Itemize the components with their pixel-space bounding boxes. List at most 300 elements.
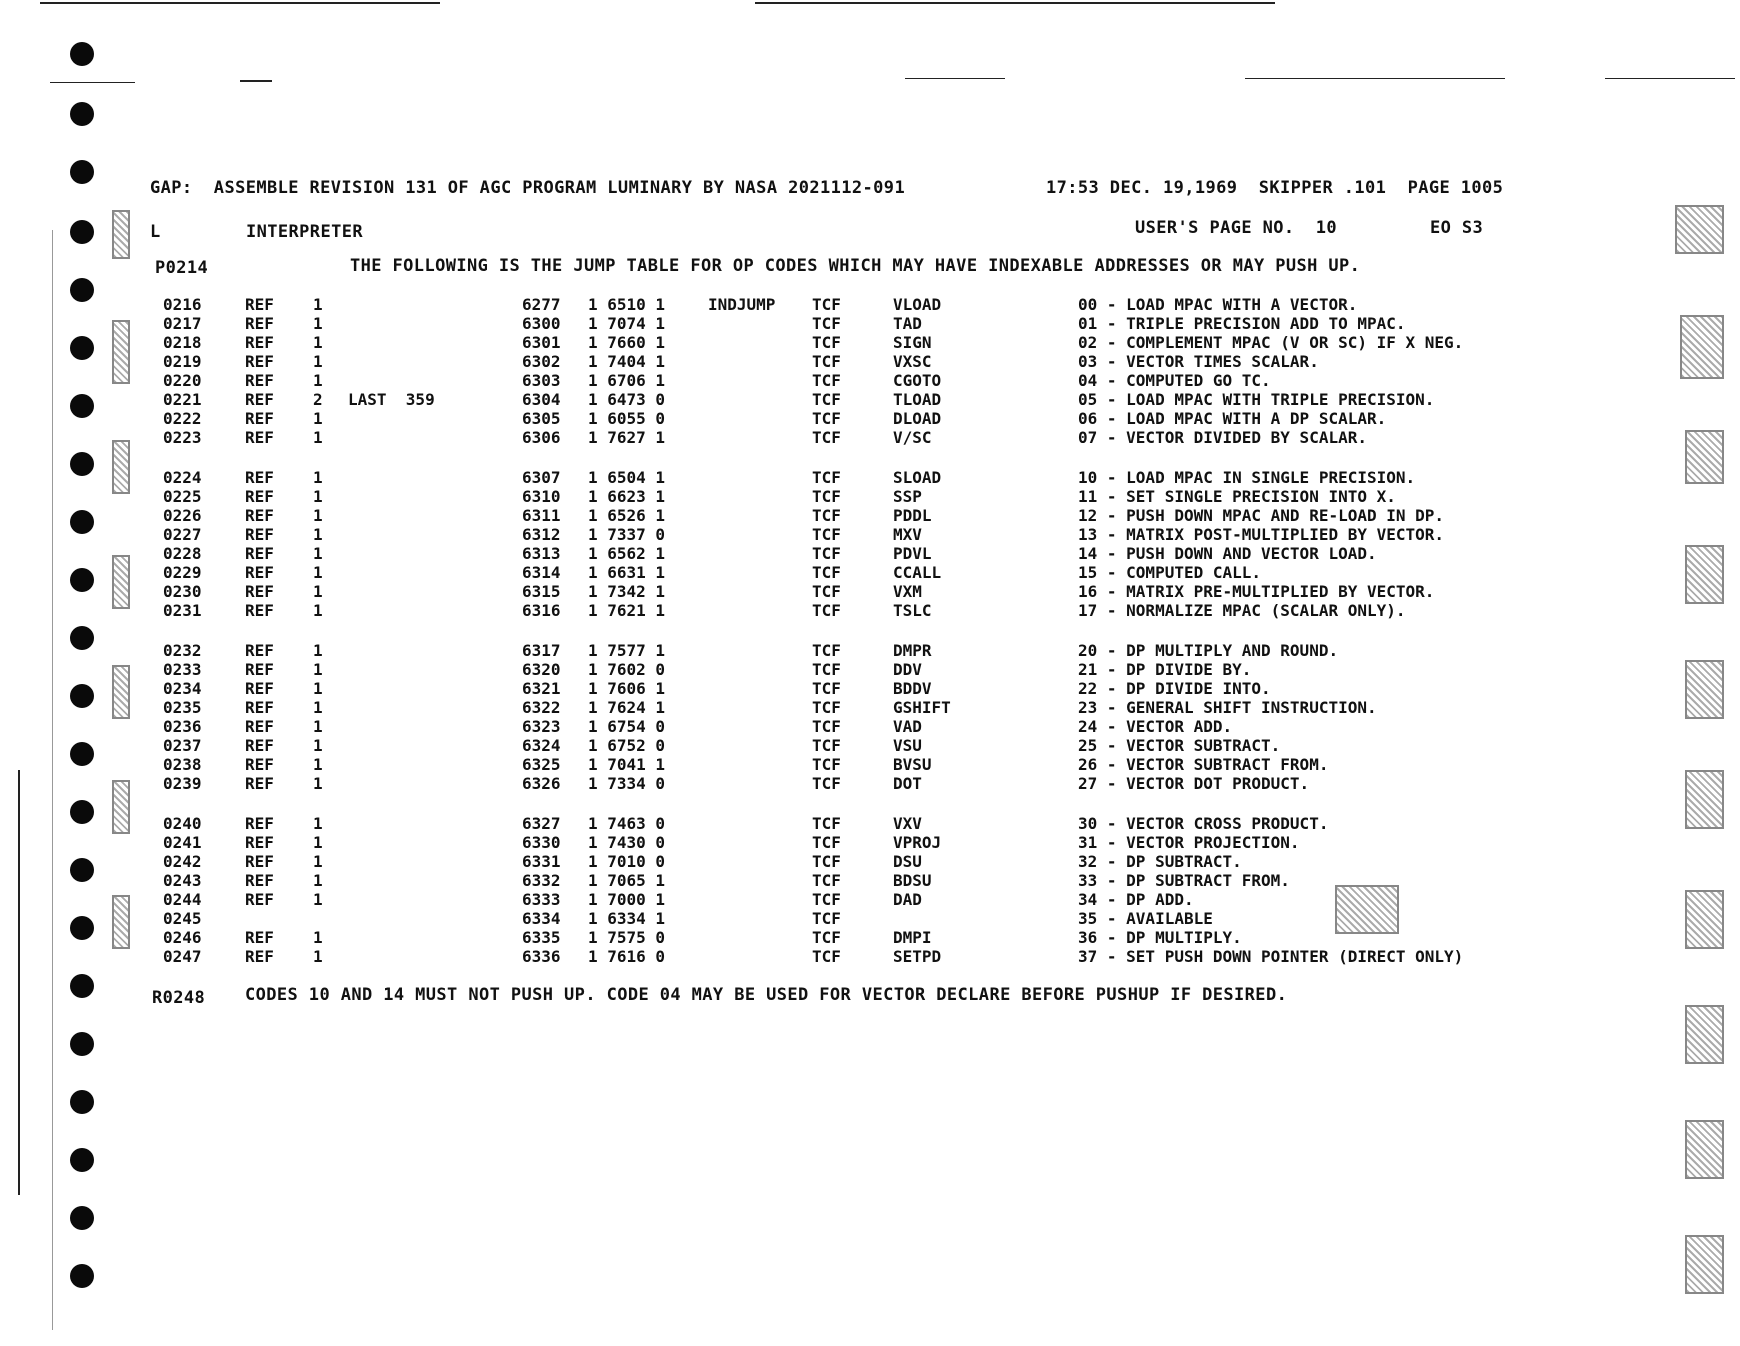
cell-n: 1	[313, 871, 323, 890]
cell-line: 0241	[163, 833, 202, 852]
binder-hole	[70, 858, 94, 882]
cell-addr: 6321	[522, 679, 561, 698]
scan-artifact	[112, 320, 130, 384]
cell-n: 1	[313, 698, 323, 717]
binder-hole	[70, 42, 94, 66]
cell-op: TCF	[812, 563, 841, 582]
scan-artifact	[1685, 545, 1724, 604]
cell-ref: REF	[245, 333, 274, 352]
cell-n: 2	[313, 390, 323, 409]
cell-line: 0233	[163, 660, 202, 679]
cell-n: 1	[313, 352, 323, 371]
cell-comment: 37 - SET PUSH DOWN POINTER (DIRECT ONLY)	[1078, 947, 1464, 966]
cell-n: 1	[313, 679, 323, 698]
cell-op: TCF	[812, 698, 841, 717]
cell-ref: REF	[245, 428, 274, 447]
perforation-line	[50, 82, 135, 83]
cell-addr: 6307	[522, 468, 561, 487]
cell-code: 1 7616 0	[588, 947, 666, 966]
cell-op: TCF	[812, 928, 841, 947]
cell-n: 1	[313, 833, 323, 852]
cell-comment: 21 - DP DIVIDE BY.	[1078, 660, 1252, 679]
cell-comment: 10 - LOAD MPAC IN SINGLE PRECISION.	[1078, 468, 1416, 487]
cell-comment: 27 - VECTOR DOT PRODUCT.	[1078, 774, 1310, 793]
cell-addr: 6317	[522, 641, 561, 660]
cell-code: 1 6706 1	[588, 371, 666, 390]
cell-n: 1	[313, 601, 323, 620]
cell-comment: 35 - AVAILABLE	[1078, 909, 1213, 928]
users-page-number: USER'S PAGE NO. 10	[1135, 218, 1338, 238]
cell-n: 1	[313, 371, 323, 390]
cell-op: TCF	[812, 736, 841, 755]
cell-operand: SIGN	[893, 333, 932, 352]
cell-ref: REF	[245, 525, 274, 544]
cell-code: 1 7577 1	[588, 641, 666, 660]
cell-ref: REF	[245, 506, 274, 525]
cell-line: 0242	[163, 852, 202, 871]
r-line-text: CODES 10 AND 14 MUST NOT PUSH UP. CODE 04 MAY BE USED FOR VECTOR DECLARE BEFORE PUSHUP IF DESIRED.	[245, 985, 1288, 1005]
cell-comment: 13 - MATRIX POST-MULTIPLIED BY VECTOR.	[1078, 525, 1445, 544]
cell-code: 1 7430 0	[588, 833, 666, 852]
cell-n: 1	[313, 947, 323, 966]
cell-code: 1 6754 0	[588, 717, 666, 736]
cell-code: 1 7334 0	[588, 774, 666, 793]
cell-code: 1 7575 0	[588, 928, 666, 947]
cell-code: 1 7041 1	[588, 755, 666, 774]
cell-ref: REF	[245, 409, 274, 428]
cell-operand: VPROJ	[893, 833, 942, 852]
cell-op: TCF	[812, 390, 841, 409]
cell-code: 1 6473 0	[588, 390, 666, 409]
cell-addr: 6326	[522, 774, 561, 793]
binder-hole	[70, 1148, 94, 1172]
l-marker: L	[150, 222, 161, 242]
cell-operand: VXSC	[893, 352, 932, 371]
binder-hole	[70, 394, 94, 418]
scan-artifact	[1685, 1005, 1724, 1064]
cell-code: 1 7660 1	[588, 333, 666, 352]
cell-line: 0230	[163, 582, 202, 601]
cell-n: 1	[313, 428, 323, 447]
cell-op: TCF	[812, 409, 841, 428]
cell-addr: 6327	[522, 814, 561, 833]
cell-operand: SSP	[893, 487, 922, 506]
cell-n: 1	[313, 468, 323, 487]
cell-ref: REF	[245, 698, 274, 717]
cell-operand: CGOTO	[893, 371, 942, 390]
cell-ref: REF	[245, 601, 274, 620]
cell-line: 0218	[163, 333, 202, 352]
cell-line: 0217	[163, 314, 202, 333]
cell-ref: REF	[245, 852, 274, 871]
binder-hole	[70, 1032, 94, 1056]
cell-code: 1 6055 0	[588, 409, 666, 428]
cell-comment: 02 - COMPLEMENT MPAC (V OR SC) IF X NEG.	[1078, 333, 1464, 352]
cell-operand: DAD	[893, 890, 922, 909]
cell-op: TCF	[812, 371, 841, 390]
cell-n: 1	[313, 755, 323, 774]
cell-n: 1	[313, 928, 323, 947]
cell-operand: TAD	[893, 314, 922, 333]
cell-addr: 6331	[522, 852, 561, 871]
cell-addr: 6323	[522, 717, 561, 736]
cell-operand: VAD	[893, 717, 922, 736]
cell-n: 1	[313, 333, 323, 352]
cell-n: 1	[313, 544, 323, 563]
cell-comment: 32 - DP SUBTRACT.	[1078, 852, 1242, 871]
cell-ref: REF	[245, 390, 274, 409]
cell-ref: REF	[245, 582, 274, 601]
cell-operand: DMPI	[893, 928, 932, 947]
cell-line: 0232	[163, 641, 202, 660]
cell-comment: 11 - SET SINGLE PRECISION INTO X.	[1078, 487, 1396, 506]
cell-line: 0216	[163, 295, 202, 314]
scan-artifact	[112, 210, 130, 259]
cell-line: 0224	[163, 468, 202, 487]
cell-op: TCF	[812, 295, 841, 314]
scan-artifact	[1685, 1120, 1724, 1179]
cell-addr: 6313	[522, 544, 561, 563]
cell-label: INDJUMP	[708, 295, 776, 314]
cell-operand: VXM	[893, 582, 922, 601]
cell-addr: 6333	[522, 890, 561, 909]
cell-ref: REF	[245, 641, 274, 660]
cell-n: 1	[313, 314, 323, 333]
cell-line: 0229	[163, 563, 202, 582]
cell-line: 0239	[163, 774, 202, 793]
cell-n: 1	[313, 563, 323, 582]
cell-line: 0237	[163, 736, 202, 755]
cell-line: 0226	[163, 506, 202, 525]
cell-comment: 20 - DP MULTIPLY AND ROUND.	[1078, 641, 1339, 660]
cell-operand: VXV	[893, 814, 922, 833]
cell-op: TCF	[812, 506, 841, 525]
cell-comment: 26 - VECTOR SUBTRACT FROM.	[1078, 755, 1329, 774]
scan-artifact	[1680, 315, 1724, 379]
scan-artifact	[112, 895, 130, 949]
cell-code: 1 6752 0	[588, 736, 666, 755]
cell-operand: GSHIFT	[893, 698, 951, 717]
cell-addr: 6332	[522, 871, 561, 890]
cell-ref: REF	[245, 295, 274, 314]
cell-addr: 6324	[522, 736, 561, 755]
cell-code: 1 6526 1	[588, 506, 666, 525]
binder-hole	[70, 510, 94, 534]
scan-artifact	[112, 780, 130, 834]
perforation-line	[1605, 78, 1735, 79]
header-timestamp: 17:53 DEC. 19,1969 SKIPPER .101 PAGE 1005	[1046, 178, 1504, 198]
cell-line: 0243	[163, 871, 202, 890]
cell-code: 1 7463 0	[588, 814, 666, 833]
cell-code: 1 7000 1	[588, 890, 666, 909]
cell-ref: REF	[245, 871, 274, 890]
cell-comment: 33 - DP SUBTRACT FROM.	[1078, 871, 1290, 890]
cell-ref: REF	[245, 947, 274, 966]
binder-hole	[70, 916, 94, 940]
cell-comment: 24 - VECTOR ADD.	[1078, 717, 1233, 736]
cell-op: TCF	[812, 660, 841, 679]
cell-ref: REF	[245, 487, 274, 506]
cell-line: 0234	[163, 679, 202, 698]
cell-ref: REF	[245, 679, 274, 698]
binder-hole	[70, 160, 94, 184]
cell-operand: VSU	[893, 736, 922, 755]
cell-op: TCF	[812, 852, 841, 871]
cell-operand: MXV	[893, 525, 922, 544]
cell-code: 1 6334 1	[588, 909, 666, 928]
cell-op: TCF	[812, 314, 841, 333]
cell-addr: 6330	[522, 833, 561, 852]
cell-n: 1	[313, 660, 323, 679]
cell-op: TCF	[812, 582, 841, 601]
cell-n: 1	[313, 641, 323, 660]
binder-hole	[70, 626, 94, 650]
scan-artifact	[1685, 430, 1724, 484]
cell-code: 1 7627 1	[588, 428, 666, 447]
margin-line	[18, 770, 20, 1195]
binder-hole	[70, 742, 94, 766]
cell-line: 0235	[163, 698, 202, 717]
cell-n: 1	[313, 814, 323, 833]
cell-code: 1 7602 0	[588, 660, 666, 679]
cell-operand: SETPD	[893, 947, 942, 966]
cell-operand: BDDV	[893, 679, 932, 698]
cell-n: 1	[313, 890, 323, 909]
cell-op: TCF	[812, 468, 841, 487]
cell-code: 1 7010 0	[588, 852, 666, 871]
cell-op: TCF	[812, 774, 841, 793]
section-title: INTERPRETER	[246, 222, 363, 242]
cell-operand: TLOAD	[893, 390, 942, 409]
cell-ref: REF	[245, 352, 274, 371]
cell-operand: DDV	[893, 660, 922, 679]
cell-addr: 6334	[522, 909, 561, 928]
cell-op: TCF	[812, 890, 841, 909]
scan-artifact	[112, 665, 130, 719]
cell-addr: 6310	[522, 487, 561, 506]
cell-code: 1 7624 1	[588, 698, 666, 717]
cell-ref: REF	[245, 814, 274, 833]
cell-line: 0231	[163, 601, 202, 620]
cell-n: 1	[313, 525, 323, 544]
cell-code: 1 7606 1	[588, 679, 666, 698]
cell-operand: DLOAD	[893, 409, 942, 428]
cell-line: 0244	[163, 890, 202, 909]
scan-artifact	[1685, 660, 1724, 719]
cell-code: 1 6631 1	[588, 563, 666, 582]
cell-comment: 14 - PUSH DOWN AND VECTOR LOAD.	[1078, 544, 1377, 563]
cell-ref: REF	[245, 717, 274, 736]
cell-op: TCF	[812, 352, 841, 371]
binder-hole	[70, 800, 94, 824]
cell-op: TCF	[812, 717, 841, 736]
cell-code: 1 7074 1	[588, 314, 666, 333]
cell-line: 0227	[163, 525, 202, 544]
cell-op: TCF	[812, 679, 841, 698]
cell-op: TCF	[812, 814, 841, 833]
cell-addr: 6305	[522, 409, 561, 428]
cell-n: 1	[313, 487, 323, 506]
binder-hole	[70, 568, 94, 592]
cell-addr: 6325	[522, 755, 561, 774]
cell-op: TCF	[812, 909, 841, 928]
cell-comment: 25 - VECTOR SUBTRACT.	[1078, 736, 1281, 755]
scan-artifact	[1335, 885, 1399, 934]
cell-n: 1	[313, 717, 323, 736]
cell-op: TCF	[812, 544, 841, 563]
cell-code: 1 7342 1	[588, 582, 666, 601]
cell-addr: 6277	[522, 295, 561, 314]
cell-n: 1	[313, 295, 323, 314]
cell-n: 1	[313, 736, 323, 755]
cell-addr: 6335	[522, 928, 561, 947]
cell-operand: BDSU	[893, 871, 932, 890]
scan-artifact	[1685, 770, 1724, 829]
cell-code: 1 7404 1	[588, 352, 666, 371]
cell-op: TCF	[812, 947, 841, 966]
cell-code: 1 7621 1	[588, 601, 666, 620]
cell-addr: 6320	[522, 660, 561, 679]
perforation-line	[240, 80, 272, 82]
cell-ref: REF	[245, 314, 274, 333]
cell-line: 0219	[163, 352, 202, 371]
cell-addr: 6336	[522, 947, 561, 966]
cell-op: TCF	[812, 525, 841, 544]
cell-n: 1	[313, 409, 323, 428]
cell-comment: 23 - GENERAL SHIFT INSTRUCTION.	[1078, 698, 1377, 717]
cell-comment: 01 - TRIPLE PRECISION ADD TO MPAC.	[1078, 314, 1406, 333]
cell-code: 1 7337 0	[588, 525, 666, 544]
margin-line	[52, 230, 53, 1330]
cell-ref: REF	[245, 774, 274, 793]
cell-comment: 05 - LOAD MPAC WITH TRIPLE PRECISION.	[1078, 390, 1435, 409]
cell-addr: 6322	[522, 698, 561, 717]
cell-addr: 6315	[522, 582, 561, 601]
scan-artifact	[112, 440, 130, 494]
cell-ref: REF	[245, 736, 274, 755]
cell-ref: REF	[245, 563, 274, 582]
cell-op: TCF	[812, 833, 841, 852]
perforation-line	[905, 78, 1005, 79]
cell-ref: REF	[245, 371, 274, 390]
cell-comment: 16 - MATRIX PRE-MULTIPLIED BY VECTOR.	[1078, 582, 1435, 601]
cell-line: 0247	[163, 947, 202, 966]
cell-operand: TSLC	[893, 601, 932, 620]
cell-last: LAST 359	[348, 390, 435, 409]
cell-operand: V/SC	[893, 428, 932, 447]
cell-operand: PDVL	[893, 544, 932, 563]
cell-comment: 34 - DP ADD.	[1078, 890, 1194, 909]
r-line-number: R0248	[152, 988, 206, 1008]
cell-line: 0228	[163, 544, 202, 563]
cell-code: 1 6623 1	[588, 487, 666, 506]
binder-hole	[70, 1090, 94, 1114]
cell-ref: REF	[245, 928, 274, 947]
binder-hole	[70, 974, 94, 998]
cell-line: 0245	[163, 909, 202, 928]
cell-n: 1	[313, 774, 323, 793]
cell-addr: 6311	[522, 506, 561, 525]
cell-op: TCF	[812, 333, 841, 352]
cell-addr: 6300	[522, 314, 561, 333]
cell-line: 0236	[163, 717, 202, 736]
cell-operand: SLOAD	[893, 468, 942, 487]
cell-op: TCF	[812, 487, 841, 506]
cell-comment: 36 - DP MULTIPLY.	[1078, 928, 1242, 947]
cell-comment: 03 - VECTOR TIMES SCALAR.	[1078, 352, 1319, 371]
cell-n: 1	[313, 582, 323, 601]
cell-n: 1	[313, 852, 323, 871]
cell-operand: PDDL	[893, 506, 932, 525]
top-rule	[755, 2, 1275, 4]
binder-hole	[70, 1264, 94, 1288]
cell-comment: 04 - COMPUTED GO TC.	[1078, 371, 1271, 390]
cell-line: 0238	[163, 755, 202, 774]
cell-operand: DMPR	[893, 641, 932, 660]
cell-line: 0225	[163, 487, 202, 506]
cell-comment: 31 - VECTOR PROJECTION.	[1078, 833, 1300, 852]
cell-operand: CCALL	[893, 563, 942, 582]
scan-artifact	[1685, 1235, 1724, 1294]
cell-op: TCF	[812, 641, 841, 660]
cell-addr: 6302	[522, 352, 561, 371]
cell-comment: 00 - LOAD MPAC WITH A VECTOR.	[1078, 295, 1358, 314]
cell-comment: 15 - COMPUTED CALL.	[1078, 563, 1262, 582]
cell-line: 0221	[163, 390, 202, 409]
header-title: GAP: ASSEMBLE REVISION 131 OF AGC PROGRAM LUMINARY BY NASA 2021112-091	[150, 178, 906, 198]
cell-line: 0222	[163, 409, 202, 428]
perforation-line	[1245, 78, 1505, 79]
binder-hole	[70, 278, 94, 302]
eo-code: EO S3	[1430, 218, 1484, 238]
cell-operand: BVSU	[893, 755, 932, 774]
binder-hole	[70, 220, 94, 244]
cell-op: TCF	[812, 755, 841, 774]
cell-addr: 6303	[522, 371, 561, 390]
p-line-text: THE FOLLOWING IS THE JUMP TABLE FOR OP CODES WHICH MAY HAVE INDEXABLE ADDRESSES OR MAY PUSH UP.	[350, 256, 1361, 276]
cell-op: TCF	[812, 871, 841, 890]
cell-ref: REF	[245, 468, 274, 487]
cell-comment: 07 - VECTOR DIVIDED BY SCALAR.	[1078, 428, 1367, 447]
cell-comment: 22 - DP DIVIDE INTO.	[1078, 679, 1271, 698]
cell-code: 1 6504 1	[588, 468, 666, 487]
cell-op: TCF	[812, 428, 841, 447]
cell-code: 1 7065 1	[588, 871, 666, 890]
cell-addr: 6306	[522, 428, 561, 447]
binder-hole	[70, 336, 94, 360]
cell-comment: 06 - LOAD MPAC WITH A DP SCALAR.	[1078, 409, 1387, 428]
cell-line: 0240	[163, 814, 202, 833]
cell-line: 0220	[163, 371, 202, 390]
cell-comment: 12 - PUSH DOWN MPAC AND RE-LOAD IN DP.	[1078, 506, 1445, 525]
scan-artifact	[112, 555, 130, 609]
binder-hole	[70, 452, 94, 476]
cell-operand: VLOAD	[893, 295, 942, 314]
cell-addr: 6314	[522, 563, 561, 582]
binder-hole	[70, 102, 94, 126]
cell-op: TCF	[812, 601, 841, 620]
cell-operand: DOT	[893, 774, 922, 793]
cell-code: 1 6562 1	[588, 544, 666, 563]
cell-comment: 17 - NORMALIZE MPAC (SCALAR ONLY).	[1078, 601, 1406, 620]
cell-line: 0223	[163, 428, 202, 447]
cell-n: 1	[313, 506, 323, 525]
binder-hole	[70, 684, 94, 708]
cell-ref: REF	[245, 833, 274, 852]
cell-line: 0246	[163, 928, 202, 947]
cell-code: 1 6510 1	[588, 295, 666, 314]
scan-artifact	[1675, 205, 1724, 254]
